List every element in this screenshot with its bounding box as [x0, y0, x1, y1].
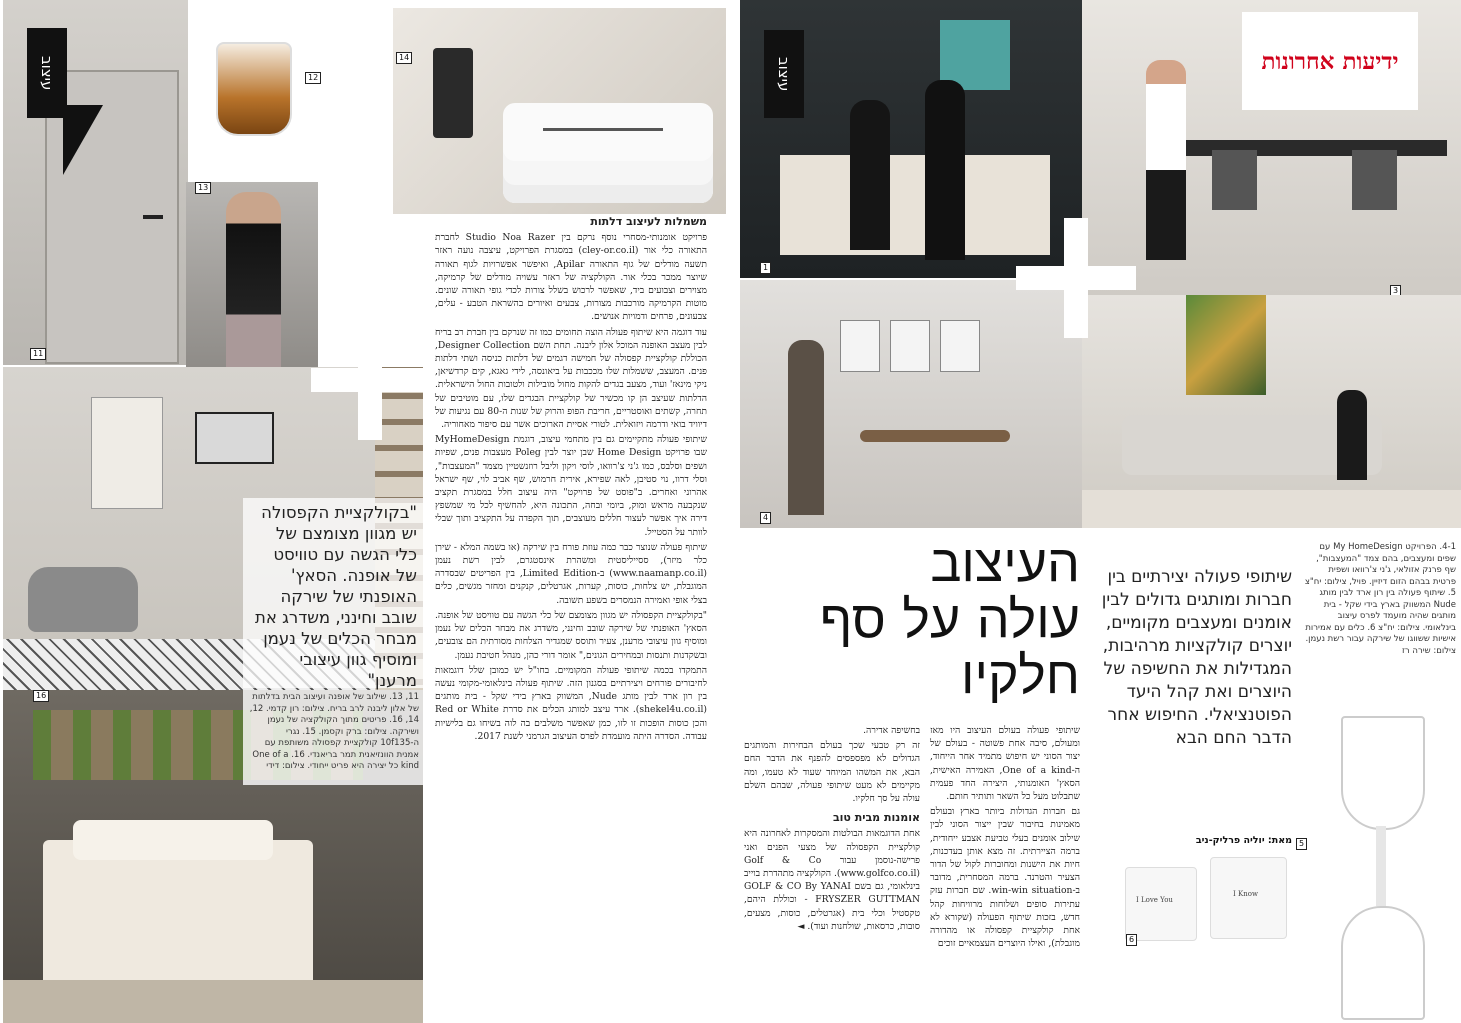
photo-number-13: 13	[195, 182, 211, 194]
left-article-column	[435, 215, 707, 915]
right-photo-caption: 4-1. הפרויקט My HomeDesign עם שפים ומעצבים, בהם צמד "המעצבות", שף פרנק אזולאי, ג'ני צ'רוואו ושפית פרטית בבהם הזום דיזיין. פויל, צילום: יח"צ 5. שיתוף פעולה בין רון ארד לבין מותג Nude המשווק בארץ בידי שקל - בית מותגים שהיה מועמד לפרס עיצוב בינלאומי. צילום: יח"צ 6. כלים עם אמירות אישיות ששווגו של שירקה עבור רשת נעמן. צילום: שירה רז	[1304, 542, 1456, 656]
headline-line: עולה על סף	[819, 590, 1080, 650]
photo-dining-woman	[740, 280, 1082, 528]
photo-number-5: 5	[1296, 838, 1307, 850]
byline: מאת: יוליה פרליק-ניב	[1195, 835, 1292, 846]
glass-body	[216, 42, 292, 136]
photo-red-or-white-glass	[1296, 708, 1461, 1023]
newspaper-logo	[1242, 12, 1418, 110]
person-2	[925, 80, 965, 260]
chef-figure	[1146, 60, 1186, 260]
paragraph: "בקולקציית הקפסולה יש מגוון מצומצם של כלי הגשה עם טוויסט של אופנה. הסאץ' האופנתי של שירקה שובב וחינני, משדרג את מבחר הכלים של נעמן ומוסיף גוון עיצובי מרענן, צעיר ותוסס שמגדיר הצלחות מסורתית הם צובעים, ובשקדנות ותנסות ובמחירים הגונים," אומר דורי כהן, מנהל חטיבת נעמן.	[435, 609, 707, 661]
subhead: שיתופי פעולה יצירתיים בין חברות ומותגים גדולים לבין אומנים ומעצבים מקומיים, יוצרים קולקציות מרהיבות, המגדילות את החשיפה של היוצרים ואת קהל היעד הפוטנציאלי. החיפוש אחר הדבר החם הבא	[1101, 567, 1292, 748]
wall-art-large	[91, 397, 163, 509]
wall-art-small	[195, 412, 274, 464]
headline-line: חלקיו	[961, 646, 1080, 706]
chair	[1352, 150, 1397, 210]
paragraph: זה רק טבעי שכך בעולם הבחירות והמותגים הגדולים לא מפספסים להפנף את הדבר החם הבא, את המשהו המיוחד שעוד לא טעמו, ומה מקיימים לא מעט שיתופי פעולה, שבהם השלם עולה על סך חלקיו.	[744, 740, 920, 805]
mug-text: I Love You	[1136, 896, 1173, 904]
paragraph: פרויקט אומנותי-מסחרי נוסף נרקם בין Studio Noa Razer לחברת התאורה כלי אור (cley-or.co.il) במסגרת הפרויקט, עיצבה נועה ראזר תשעה מודלים של גוף התאורה Apilar, ואיפשר אפשרויות לגוף תאורה שיוצר ממכר בכלי אור. הקולקציה של ראזר עשויה מודלים של קרמיקה, מצוירים וצבועים ביד, שאפשר לרכוש בשלל צורות לכדי גופי תאורה שונים. מוטות הקרמיקה מורכבות מצורות, צבעים ואיורים בהשראת הטבע - עלים, צבעונים, פרחים ודמויות אנושים.	[435, 232, 708, 323]
pillow	[73, 820, 273, 860]
photo-number-6: 6	[1126, 934, 1137, 946]
left-page	[3, 0, 726, 1023]
subsection-heading: אומנות מבית טוב	[832, 811, 920, 825]
paragraph: עוד דוגמה היא שיתוף פעולה הוצה תחומים כמו זה שנרקם בין חברת רב בריח לבין מעצב האופנה המוכל אלון ליבנה. תחת השם Designer Collection, הכוללת קולקציית קפסולה של חמישה דגמים של דלתות כניסה ושתי דלתות פנים. המעצב, ששמלות שלו מככבות על ביאונסה, לידי גאגא, קים קרדשיאן, ניקי מינאז' ועוד, מצעב בגדים להקות מחול מובילות ולטובות החול הישראלית. הדלתות שעיצב הן קו מכשיר של קולקציית הבגדים שלו, עם מוטיבים של תחרה, קשתים ואוסטריים, חריבת הפופ והרוק של שנות ה-80 עם נגיעות של דיוויד בואי ודרמה ויזואלית. לטורי אסיית הארוכים אשר עם סיפור מאחוריה.	[435, 326, 707, 431]
right-article-column-b	[744, 724, 920, 1014]
model-figure	[226, 192, 281, 367]
wall-art	[890, 320, 930, 372]
towel-stripe	[543, 128, 663, 131]
wall-art	[840, 320, 880, 372]
door-triangle	[63, 105, 103, 175]
left-photo-caption: 11, 13. שילוב של אופנה ועיצוב הבית בדלתות של אלון ליבנה לרב בריח. צילום: רון קדמי. 12, 14, 16. פריטים מתוך הקולקציה של נעמן ושירקה. צילום: ברק וקסמן. 15. נגרי ה-10f135 קולקציית קפסולה משותפת עם אמנית הוונזיאנית תמר בריאנדי. 16. One of a kind כל יצירה היא פריט ייחודי. צילום: דידי	[243, 690, 423, 785]
page-gutter	[726, 0, 740, 1023]
photo-living-room	[1082, 295, 1461, 528]
right-page	[740, 0, 1461, 1023]
pull-quote: "בקולקציית הקפסולה יש מגוון מצומצם של כלי הגשה עם טוויסט של אופנה. הסאץ' האופנתי של שירקה שובב וחינני, משדרג את מבחר הכלים של נעמן ומוסיף גוון עיצובי מרענן"	[243, 498, 423, 688]
plus-sign-horizontal	[1016, 266, 1136, 290]
paragraph: שיתוף פעולה שנוצר כבר כמה עוזת פורח בין שירקה (או בשמה המלא - שירן כלר מיזר), ססייליסטית ומשהרת אינסטגרם, לבין רשת נעמן (www.naamanp.co.il) ב-Limited Edition, בין הפריטים שבסדרה המוגבלת, יש צלחות, כוסות, קערות, אגרטלים, קנקנים ומחזר מגשים, כלים בצלי אופי ואמירה הנמסרים בשפע תשובה.	[435, 541, 707, 606]
photo-number-16: 16	[33, 690, 49, 702]
round-table	[860, 430, 1010, 442]
glass-bottom	[1341, 906, 1425, 1020]
chair	[1212, 150, 1257, 210]
headline	[740, 536, 1080, 716]
headline-line: העיצוב	[930, 534, 1080, 594]
glass-stem	[1376, 826, 1386, 906]
paragraph: שיתופי פעולה מתקיימים גם בין מתחמי עיצוב, דוגמת MyHomeDesign שבו פרויקט Home Design שבן יוצר לבין Poleg מעצבות פנים, שפיות ושפים וסלבס, כמו ג'ני צ'רוואו, לוסי ויקון וליבל רוזנשטיין מצמד "המעצבות", וסלי דרוו, נוי סטיבן, לאה שפירא, אירית חרמוש, שף אביב לוי, שף ישראל אהרוני ואחרים. ב"פוסט של פרויקט" היה עיצוב חלל במסגרת תקציב שנקבעה מראש ומוק, ביומי ובחה, התכונה היא, להחשיף לכל מי שמשפץ דירה איך אפשר לעצור חללים מעוצבים, תוך הקפדה על התקציב ותוך שבלי לוותר על הסטייל.	[435, 434, 707, 538]
paragraph: שיתופי פעולה בעולם העיצוב היו מאז ומעולם, סיבה אחת פשוטה - בעולם של יצור הסוני יש חיפוש מתמיד אחר הייחוד, ה-One of a kind, האמירה האישית, הסאץ' האומנותי, היצירה החד פעמית שתבלוט מעל כל השאר ותותיר חותם.	[930, 725, 1080, 803]
person-1	[850, 100, 890, 250]
photo-number-12: 12	[305, 72, 321, 84]
article-heading: משמלות לעיצוב דלתות	[590, 215, 707, 228]
woman-figure	[788, 340, 824, 515]
bed	[780, 155, 1050, 255]
photo-number-11: 11	[30, 348, 46, 360]
photo-number-4: 4	[760, 512, 771, 524]
floor-rug	[3, 980, 423, 1023]
mug-text: I Know	[1233, 890, 1258, 898]
paragraph: התמקדו בכמה שיתופי פעולה המקומיים. בחו"ל יש כמובן שלל דוגמאות לחיבורים פורחים ויצירתיים בסגנון הזה. שיתוף פעולה בינלאומי-מקומי נעשה בין רון ארד לבין מותג Nude, המשווק בארץ בידי שקל - בית מותגים (shekel4u.co.il). ארד עיצב למותג הכלים את סדרת Red or White והכן כוסות הופכות זו לזו, כמן שאפשר משלבים בה לוה בשיחו גם בלישיות עבודה. הסדרה היתה מועמדת לפרס העיצוב הגרמני לשנת 2017.	[435, 664, 707, 742]
woman-on-sofa	[1337, 390, 1367, 480]
photo-fashion-model	[186, 182, 318, 367]
face-artwork	[1186, 295, 1266, 395]
section-tab-right: עיצוב	[764, 30, 804, 118]
glass-top	[1341, 716, 1425, 830]
bed	[43, 840, 313, 990]
photo-glass	[188, 0, 393, 182]
armchair	[28, 567, 138, 632]
mug	[1210, 857, 1287, 939]
photo-number-3: 3	[1390, 285, 1401, 297]
towel-stack	[503, 103, 713, 203]
wall-art	[940, 320, 980, 372]
photo-mugs	[1120, 852, 1296, 952]
logo-text: ידיעות אחרונות	[1261, 47, 1399, 75]
paragraph: גם חברות הגדולות ביותר בארץ ובעולם מאמינות בחיבור שבין ייצור הסוני לבין שילוב אומנים בעלי טביעת אצבע ייחודית, ברמה הציירתית. זה מצא אותן בעדכנות, חיות את הישנות ומחוברות לקול של הדור הצעיר והטרנד. ברמה המסחרית, מדובר ב-win-win situation. שם חברות עזק עתירות סופים ושלוחות מרוויחות קהל חדש, בזכות שיתוף הפעולה (שקורא לא אחת קולקציית קפסולה או מהדורה מוגבלת), ואילו היוצרים העצמאיים זוכים	[930, 806, 1080, 950]
paragraph: אחת הדוגמאות הבולטות והמסקרות לאחרונה היא קולקציית הקפסולה של מצעי הפנים ואני פרישה-נוסמן עבור Golf & Co (www.golfco.co.il). הקולקציה מתהדרת בוייב בינלאומי, גם בשם GOLF & CO By YANAI - FRYSZER GUTTMAN וכוללת היהם, טקסטיל וכלי בית (אגרטלים, כוסות, מצעים, סובות, כרסאות, שולחנות ועוד). ◄	[744, 828, 920, 932]
door-handle	[143, 215, 163, 219]
plus-sign-horizontal	[311, 368, 431, 392]
section-tab-left: עיצוב	[27, 28, 67, 118]
vase	[433, 48, 473, 138]
right-article-column-a	[930, 724, 1080, 1014]
photo-number-1: 1	[760, 262, 771, 274]
paragraph: בחשיפה אדירה.	[863, 725, 920, 736]
photo-number-14: 14	[396, 52, 412, 64]
photo-towels	[393, 8, 726, 214]
mug	[1125, 867, 1197, 941]
rug	[1082, 490, 1461, 528]
